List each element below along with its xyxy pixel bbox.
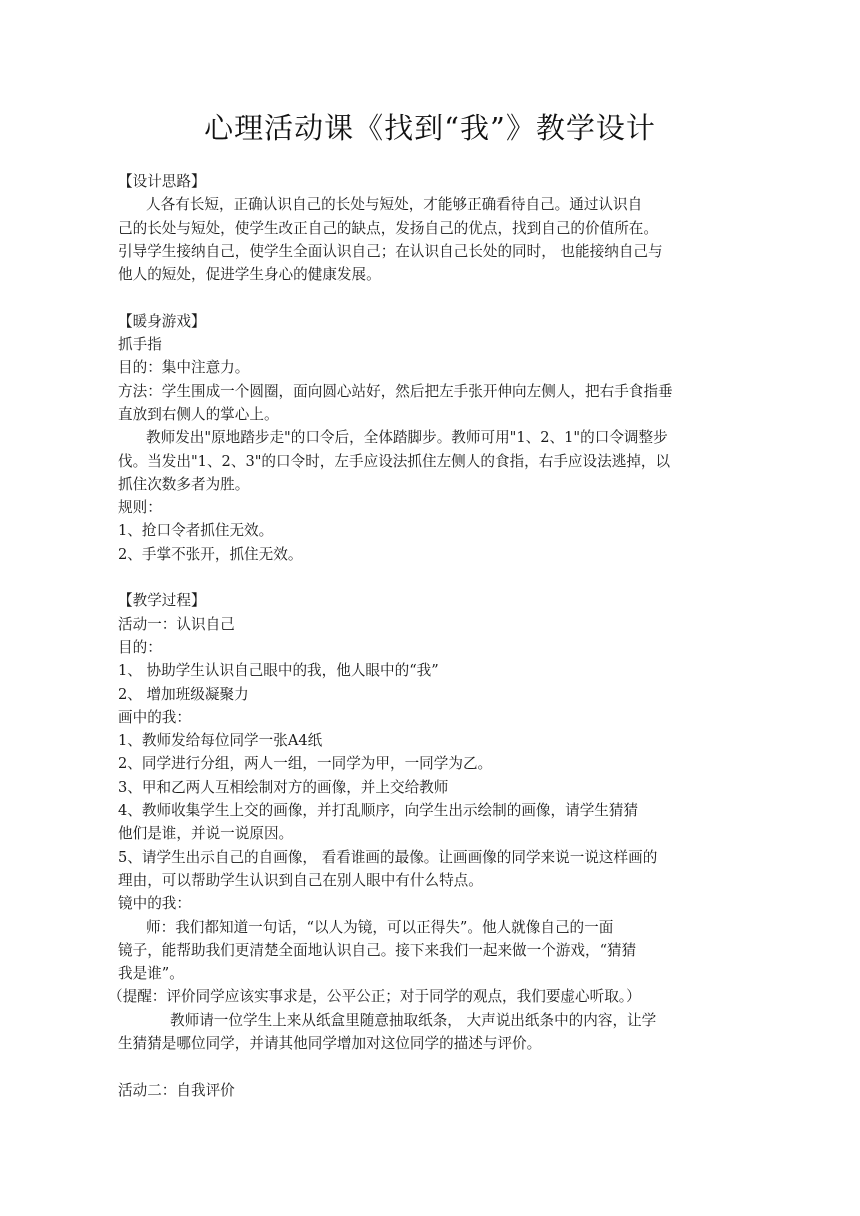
process-painting-label: 画中的我： <box>118 708 191 726</box>
design-line-2: 己的长处与短处，使学生改正自己的缺点，发扬自己的优点，找到自己的价值所在。 <box>118 219 658 237</box>
process-teacher-line-2: 生猜猜是哪位同学，并请其他同学增加对这位同学的描述与评价。 <box>118 1034 542 1052</box>
process-mirror-line-3: 我是谁”。 <box>118 965 184 983</box>
process-painting-step-2: 2、同学进行分组，两人一组，一同学为甲，一同学为乙。 <box>118 755 493 773</box>
section-heading-process: 【教学过程】 <box>118 592 206 610</box>
spacer <box>118 566 758 589</box>
process-mirror-line-2: 镜子，能帮助我们更清楚全面地认识自己。接下来我们一起来做一个游戏，“猜猜 <box>118 941 637 959</box>
process-painting-step-4: 4、教师收集学生上交的画像，并打乱顺序，向学生出示绘制的画像，请学生猜猜 <box>118 802 639 820</box>
design-line-3: 引导学生接纳自己，使学生全面认识自己；在认识自己长处的同时， 也能接纳自己与 <box>118 242 663 260</box>
warmup-detail-line-2: 伐。当发出"1、2、3"的口令时，左手应设法抓住左侧人的食指，右手应设法逃掉，以 <box>118 452 671 470</box>
process-painting-step-5: 5、请学生出示自己的自画像， 看看谁画的最像。让画画像的同学来说一说这样画的 <box>118 848 658 866</box>
warmup-game-name: 抓手指 <box>118 336 162 354</box>
spacer <box>118 286 758 309</box>
warmup-detail-line-3: 抓住次数多者为胜。 <box>118 475 250 493</box>
process-purpose-1: 1、 协助学生认识自己眼中的我，他人眼中的“我” <box>118 662 439 680</box>
process-mirror-line-1: 师：我们都知道一句话，“以人为镜，可以正得失”。他人就像自己的一面 <box>146 918 614 936</box>
warmup-rule-1: 1、抢口令者抓住无效。 <box>118 522 274 540</box>
spacer <box>118 1055 758 1078</box>
document-body <box>108 170 758 1102</box>
process-teacher-line-1: 教师请一位学生上来从纸盒里随意抽取纸条， 大声说出纸条中的内容，让学 <box>170 1011 657 1029</box>
process-mirror-label: 镜中的我： <box>118 895 191 913</box>
section-heading-warmup: 【暖身游戏】 <box>118 312 206 330</box>
process-activity-2: 活动二：自我评价 <box>118 1081 235 1099</box>
process-painting-step-3: 3、甲和乙两人互相绘制对方的画像，并上交给教师 <box>118 778 449 796</box>
design-line-4: 他人的短处，促进学生身心的健康发展。 <box>118 266 381 284</box>
warmup-method-line-1: 方法：学生围成一个圆圈，面向圆心站好，然后把左手张开伸向左侧人，把右手食指垂 <box>118 382 673 400</box>
warmup-detail-line-1: 教师发出"原地踏步走"的口令后，全体踏脚步。教师可用"1、2、1"的口令调整步 <box>146 429 668 447</box>
warmup-method-line-2: 直放到右侧人的掌心上。 <box>118 405 279 423</box>
section-heading-design: 【设计思路】 <box>118 173 206 190</box>
process-painting-step-4-cont: 他们是谁，并说一说原因。 <box>118 825 294 843</box>
process-painting-step-5-cont: 理由，可以帮助学生认识到自己在别人眼中有什么特点。 <box>118 871 483 889</box>
process-reminder: （提醒：评价同学应该实事求是，公平公正；对于同学的观点，我们要虚心听取。） <box>108 988 641 1006</box>
process-purpose-2: 2、 增加班级凝聚力 <box>118 685 249 703</box>
process-activity-1: 活动一：认识自己 <box>118 615 235 633</box>
page-title: 心理活动课《找到“我”》教学设计 <box>204 111 656 145</box>
warmup-purpose: 目的：集中注意力。 <box>118 359 250 377</box>
warmup-rules-label: 规则： <box>118 499 162 517</box>
design-line-1: 人各有长短，正确认识自己的长处与短处，才能够正确看待自己。通过认识自 <box>146 196 643 214</box>
warmup-rule-2: 2、手掌不张开，抓住无效。 <box>118 545 303 563</box>
process-painting-step-1: 1、教师发给每位同学一张A4纸 <box>118 732 323 750</box>
process-purpose-label: 目的： <box>118 638 162 656</box>
